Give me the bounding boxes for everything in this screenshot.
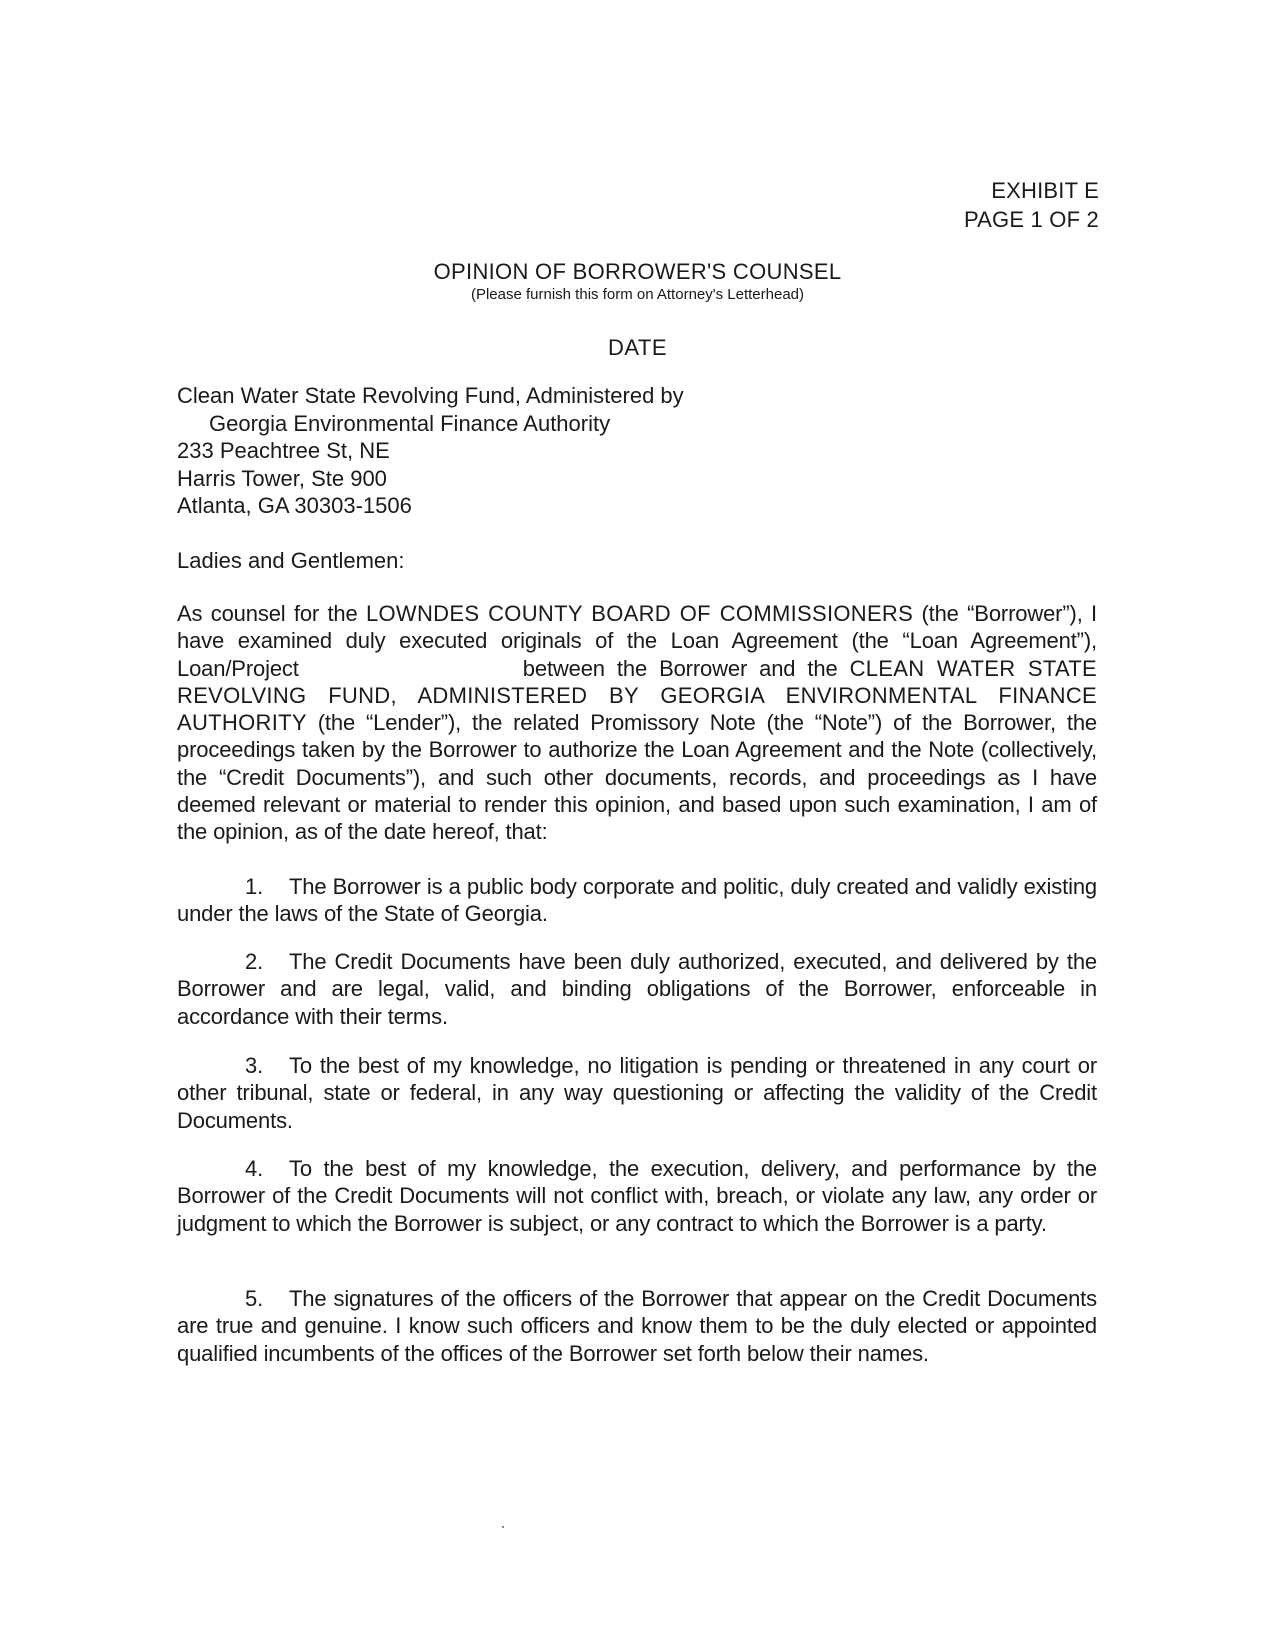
intro-paragraph [177, 600, 1097, 846]
opinion-item [177, 1155, 1097, 1237]
address-line: Atlanta, GA 30303-1506 [177, 493, 412, 518]
intro-text: As counsel for the [177, 601, 366, 626]
document-title [0, 258, 1275, 304]
item-text: To the best of my knowledge, no litigation is pending or threatened in any court or other tribunal, state or federal, in any way questioning or affecting the validity of the Credit Documents. [177, 1053, 1097, 1133]
intro-text: (the “Borrower”), I have examined duly executed originals of the Loan Agreement (the “Loan Agreement”), Loan/Project [177, 601, 1097, 681]
recipient-address [177, 382, 684, 520]
intro-text: between the Borrower and the [510, 655, 850, 681]
title-main: OPINION OF BORROWER'S COUNSEL [433, 259, 842, 284]
title-instruction: (Please furnish this form on Attorney's Letterhead) [470, 286, 805, 303]
item-number: 1. [245, 874, 264, 899]
opinion-item [177, 1285, 1097, 1367]
address-line: Harris Tower, Ste 900 [177, 465, 387, 491]
address-line: Clean Water State Revolving Fund, Administered by [177, 383, 684, 408]
date-placeholder: DATE [607, 335, 668, 360]
item-number: 3. [245, 1053, 264, 1078]
address-line: Georgia Environmental Finance Authority [209, 410, 611, 436]
item-text: The signatures of the officers of the Borrower that appear on the Credit Documents are true and genuine. I know such officers and know them to be the duly elected or appointed qualified incumbents of the offices of the Borrower set forth below their names. [177, 1286, 1097, 1366]
item-number: 2. [245, 949, 264, 974]
page-number: PAGE 1 OF 2 [963, 207, 1099, 232]
salutation: Ladies and Gentlemen: [177, 548, 405, 573]
borrower-name: LOWNDES COUNTY BOARD OF COMMISSIONERS [365, 601, 914, 626]
exhibit-label: EXHIBIT E [991, 178, 1099, 203]
opinion-item [177, 873, 1097, 928]
opinion-item [177, 1052, 1097, 1134]
exhibit-header [964, 176, 1099, 234]
address-line: 233 Peachtree St, NE [177, 438, 390, 463]
item-number: 4. [245, 1156, 264, 1181]
item-number: 5. [245, 1286, 264, 1311]
item-text: The Credit Documents have been duly authorized, executed, and delivered by the Borrower and are legal, valid, and binding obligations of the Borrower, enforceable in accordance with their terms. [177, 949, 1097, 1029]
lender-name: CLEAN WATER STATE REVOLVING FUND, ADMINISTERED BY GEORGIA ENVIRONMENTAL FINANCE AUTHORITY [177, 655, 1097, 736]
scan-artifact [502, 1526, 504, 1528]
item-text: To the best of my knowledge, the execution, delivery, and performance by the Borrower of the Credit Documents will not conflict with, breach, or violate any law, any order or judgment to which the Borrower is subject, or any contract to which the Borrower is a party. [177, 1156, 1097, 1236]
opinion-item [177, 948, 1097, 1030]
intro-text: (the “Lender”), the related Promissory Note (the “Note”) of the Borrower, the proceedings taken by the Borrower to authorize the Loan Agreement and the Note (collectively, the “Credit Documents”), and such other documents, records, and proceedings as I have deemed relevant or material to render this opinion, and based upon such examination, I am of the opinion, as of the date hereof, that: [177, 710, 1097, 845]
item-text: The Borrower is a public body corporate and politic, duly created and validly existing under the laws of the State of Georgia. [177, 874, 1097, 927]
